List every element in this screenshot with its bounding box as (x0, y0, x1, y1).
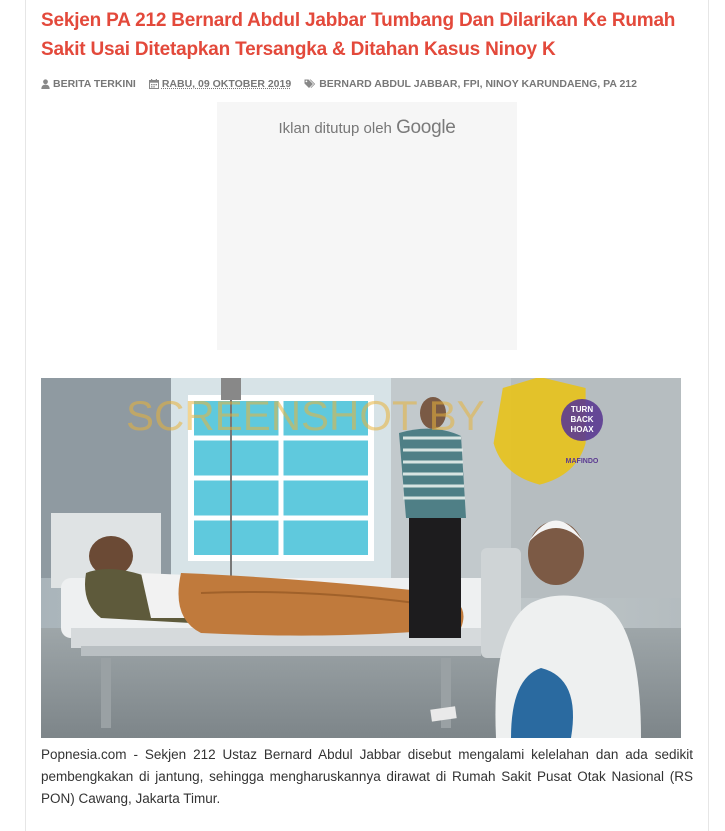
meta-date (149, 78, 291, 90)
user-icon (41, 79, 50, 89)
article-title[interactable]: Sekjen PA 212 Bernard Abdul Jabbar Tumbang Dan Dilarikan Ke Rumah Sakit Usai Ditetapkan Tersangka & Ditahan Kasus Ninoy K (41, 10, 676, 60)
content-border-right (708, 0, 709, 831)
badge-line3: HOAX (570, 425, 594, 434)
badge-bottom: MAFINDO (565, 458, 599, 465)
meta-author-label: BERITA TERKINI (53, 78, 136, 90)
meta-date-label: RABU, 09 OKTOBER 2019 (161, 78, 292, 90)
ad-placeholder[interactable] (217, 102, 517, 350)
ad-closed-text: Iklan ditutup oleh (278, 120, 392, 137)
hospital-room-image (41, 378, 681, 738)
meta-tags-label: BERNARD ABDUL JABBAR, FPI, NINOY KARUNDAENG, PA 212 (319, 78, 637, 90)
meta-author[interactable] (41, 78, 136, 90)
badge-line2: BACK (570, 415, 594, 424)
google-logo: Google (396, 117, 456, 138)
watermark-text: SCREENSHOT BY (126, 392, 485, 439)
calendar-icon (149, 79, 159, 89)
ad-closed-notice (217, 117, 517, 139)
article-meta (41, 76, 650, 92)
meta-tags[interactable] (304, 78, 637, 90)
article-photo[interactable] (41, 378, 681, 738)
content-border-left (25, 0, 26, 831)
photo-caption: Popnesia.com - Sekjen 212 Ustaz Bernard Abdul Jabbar disebut mengalami kelelahan dan ada sedikit pembengkakan di jantung, sehingga mengharuskannya dirawat di Rumah Sakit Pusat Otak Nasional (RS PON) Cawang, Jakarta Timur. (41, 747, 693, 806)
badge-line1: TURN (570, 405, 594, 414)
tags-icon (304, 79, 316, 89)
